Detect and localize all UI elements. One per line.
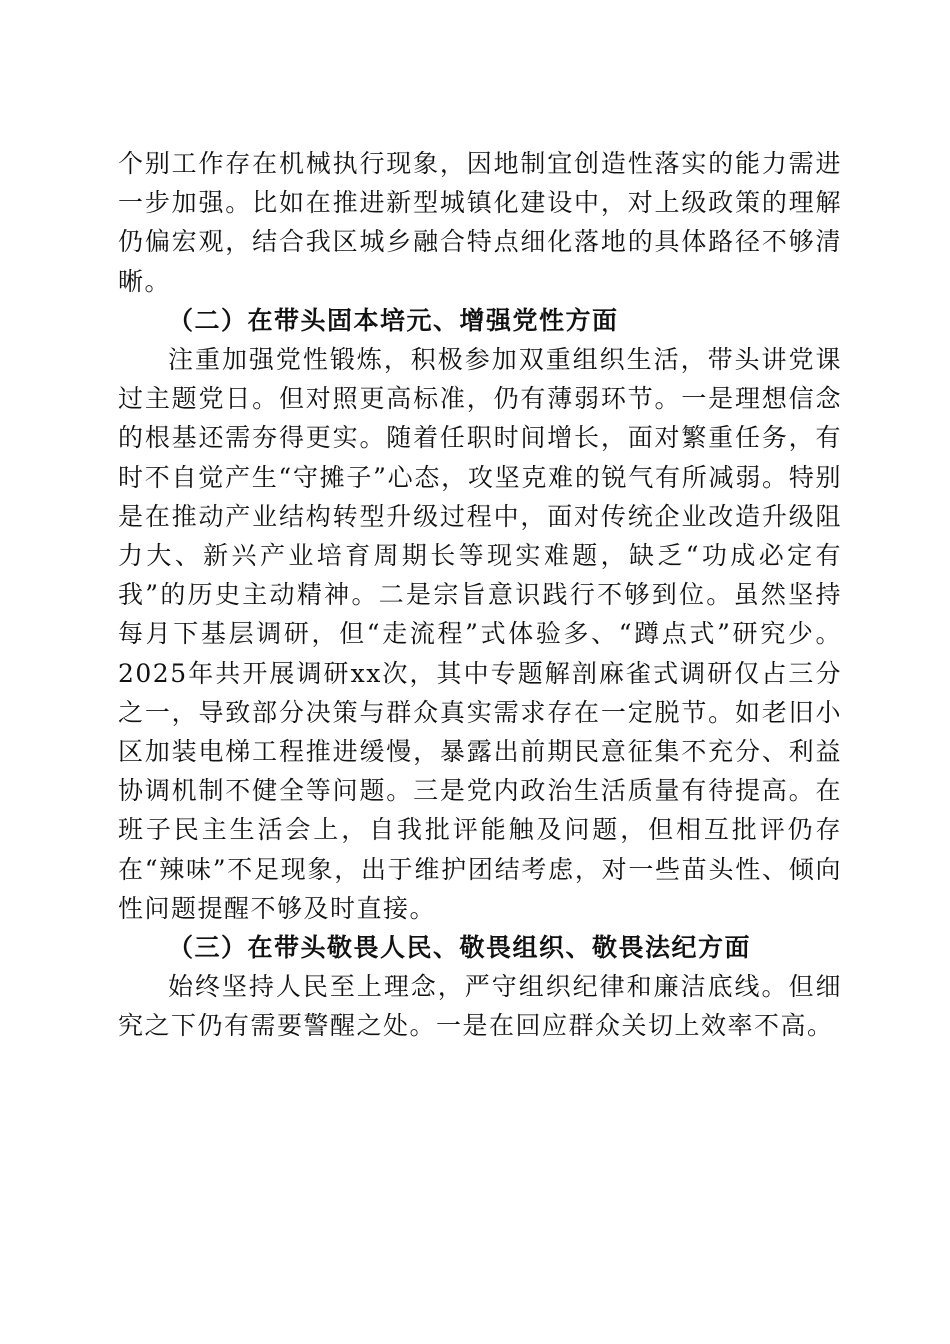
paragraph-party-spirit: 注重加强党性锻炼，积极参加双重组织生活，带头讲党课过主题党日。但对照更高标准，仍有薄弱环节。一是理想信念的根基还需夯得更实。随着任职时间增长，面对繁重任务，有时不自觉产生“守摊子”心态，攻坚克难的锐气有所减弱。特别是在推动产业结构转型升级过程中，面对传统企业改造升级阻力大、新兴产业培育周期长等现实难题，缺乏“功成必定有我”的历史主动精神。二是宗旨意识践行不够到位。虽然坚持每月下基层调研，但“走流程”式体验多、“蹲点式”研究少。2025年共开展调研xx次，其中专题解剖麻雀式调研仅占三分之一，导致部分决策与群众真实需求存在一定脱节。如老旧小区加装电梯工程推进缓慢，暴露出前期民意征集不充分、利益协调机制不健全等问题。三是党内政治生活质量有待提高。在班子民主生活会上，自我批评能触及问题，但相互批评仍存在“辣味”不足现象，出于维护团结考虑，对一些苗头性、倾向性问题提醒不够及时直接。 <box>118 345 842 923</box>
paragraph-reverence: 始终坚持人民至上理念，严守组织纪律和廉洁底线。但细究之下仍有需要警醒之处。一是在回应群众关切上效率不高。 <box>118 972 842 1041</box>
section-heading-3: （三）在带头敬畏人民、敬畏组织、敬畏法纪方面 <box>168 933 752 963</box>
paragraph-continuation: 个别工作存在机械执行现象，因地制宜创造性落实的能力需进一步加强。比如在推进新型城镇化建设中，对上级政策的理解仍偏宏观，结合我区城乡融合特点细化落地的具体路径不够清晰。 <box>118 149 842 296</box>
section-heading-2: （二）在带头固本培元、增强党性方面 <box>168 305 619 335</box>
document-body <box>118 144 842 1046</box>
